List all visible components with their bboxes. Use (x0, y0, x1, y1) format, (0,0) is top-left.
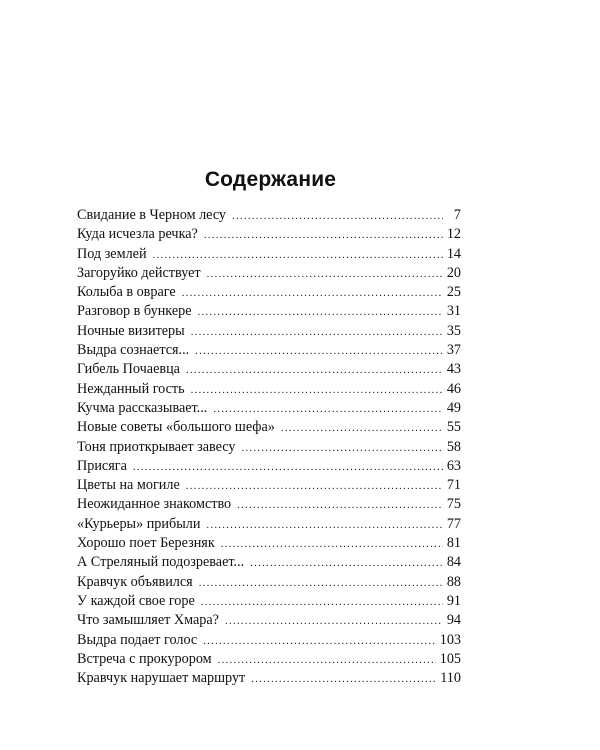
toc-entry-page: 84 (446, 554, 461, 571)
dot-leader (201, 593, 443, 612)
toc-entry-page: 71 (446, 477, 461, 494)
toc-entry-title: Новые советы «большого шефа» (77, 419, 275, 436)
toc-entry-title: Куда исчезла речка? (77, 226, 198, 243)
toc-entry-title: Загоруйко действует (77, 264, 201, 281)
toc-entry (77, 438, 461, 457)
toc-entry-page: 37 (446, 342, 461, 359)
toc-entry-title: Колыба в овраге (77, 284, 176, 301)
dot-leader (213, 400, 442, 419)
toc-entry-title: Ночные визитеры (77, 322, 185, 339)
toc-entry-title: Выдра подает голос (77, 631, 198, 648)
toc-entry-title: Встреча с прокурором (77, 650, 212, 667)
dot-leader (186, 477, 443, 496)
toc-entry (77, 322, 461, 341)
table-of-contents (77, 206, 461, 688)
toc-entry-title: Присяга (77, 457, 127, 474)
toc-entry (77, 650, 461, 669)
dot-leader (207, 265, 443, 284)
toc-entry-page: 103 (439, 631, 461, 648)
toc-entry-title: Кравчук объявился (77, 573, 193, 590)
toc-entry-page: 77 (446, 515, 461, 532)
toc-entry-page: 49 (446, 399, 461, 416)
toc-entry-title: «Курьеры» прибыли (77, 515, 201, 532)
toc-entry (77, 611, 461, 630)
toc-entry-title: Неожиданное знакомство (77, 496, 232, 513)
dot-leader (218, 651, 436, 670)
toc-entry (77, 399, 461, 418)
toc-entry-page: 14 (446, 245, 461, 262)
toc-entry-title: Нежданный гость (77, 380, 185, 397)
toc-entry (77, 360, 461, 379)
toc-entry-title: Хорошо поет Березняк (77, 535, 215, 552)
toc-entry-page: 75 (446, 496, 461, 513)
toc-entry-title: У каждой свое горе (77, 592, 195, 609)
dot-leader (191, 323, 443, 342)
dot-leader (133, 458, 443, 477)
toc-entry-title: Выдра сознается... (77, 342, 190, 359)
dot-leader (251, 670, 436, 689)
toc-entry-page: 35 (446, 322, 461, 339)
toc-entry-page: 12 (446, 226, 461, 243)
toc-entry (77, 380, 461, 399)
toc-entry-title: Кучма рассказывает... (77, 399, 208, 416)
dot-leader (198, 303, 443, 322)
toc-entry-page: 81 (446, 535, 461, 552)
toc-entry-page: 20 (446, 264, 461, 281)
toc-entry (77, 476, 461, 495)
dot-leader (221, 535, 443, 554)
toc-entry-title: Гибель Почаевца (77, 361, 180, 378)
toc-entry-page: 105 (439, 650, 461, 667)
toc-entry-page: 31 (446, 303, 461, 320)
dot-leader (206, 516, 442, 535)
dot-leader (250, 554, 443, 573)
toc-entry-title: Свидание в Черном лесу (77, 207, 227, 223)
toc-entry-page: 25 (446, 284, 461, 301)
toc-entry-title: Кравчук нарушает маршрут (77, 670, 246, 687)
toc-entry (77, 534, 461, 553)
toc-entry-page: 88 (446, 573, 461, 590)
toc-entry (77, 592, 461, 611)
dot-leader (191, 381, 443, 400)
toc-entry-page: 63 (446, 457, 461, 474)
toc-entry (77, 573, 461, 592)
toc-entry (77, 341, 461, 360)
dot-leader (203, 632, 436, 651)
toc-entry (77, 515, 461, 534)
toc-entry-page: 46 (446, 380, 461, 397)
toc-entry (77, 631, 461, 650)
toc-entry-title: Под землей (77, 245, 147, 262)
dot-leader (242, 439, 443, 458)
toc-entry (77, 264, 461, 283)
dot-leader (225, 612, 443, 631)
toc-entry-page: 7 (453, 207, 461, 223)
toc-entry (77, 457, 461, 476)
toc-entry (77, 418, 461, 437)
toc-entry (77, 669, 461, 688)
toc-entry (77, 495, 461, 514)
toc-entry (77, 553, 461, 572)
toc-entry (77, 206, 461, 225)
dot-leader (199, 574, 443, 593)
toc-entry-title: Цветы на могиле (77, 477, 180, 494)
dot-leader (281, 419, 443, 438)
dot-leader (195, 342, 443, 361)
toc-entry (77, 283, 461, 302)
dot-leader (153, 246, 443, 265)
page-title: Содержание (204, 168, 337, 191)
toc-entry-page: 58 (446, 438, 461, 455)
toc-entry-title: Что замышляет Хмара? (77, 612, 219, 629)
dot-leader (186, 361, 443, 380)
dot-leader (182, 284, 443, 303)
toc-entry-page: 43 (446, 361, 461, 378)
dot-leader (204, 226, 443, 245)
toc-entry (77, 225, 461, 244)
toc-entry-page: 94 (446, 612, 461, 629)
dot-leader (237, 496, 443, 515)
toc-entry-title: Тоня приоткрывает завесу (77, 438, 236, 455)
toc-entry-page: 110 (440, 670, 461, 687)
toc-entry (77, 245, 461, 264)
toc-entry-title: Разговор в бункере (77, 303, 192, 320)
toc-entry-title: А Стреляный подозревает... (77, 554, 245, 571)
toc-entry-page: 91 (446, 592, 461, 609)
toc-entry (77, 302, 461, 321)
toc-entry-page: 55 (446, 419, 461, 436)
dot-leader (232, 207, 443, 226)
